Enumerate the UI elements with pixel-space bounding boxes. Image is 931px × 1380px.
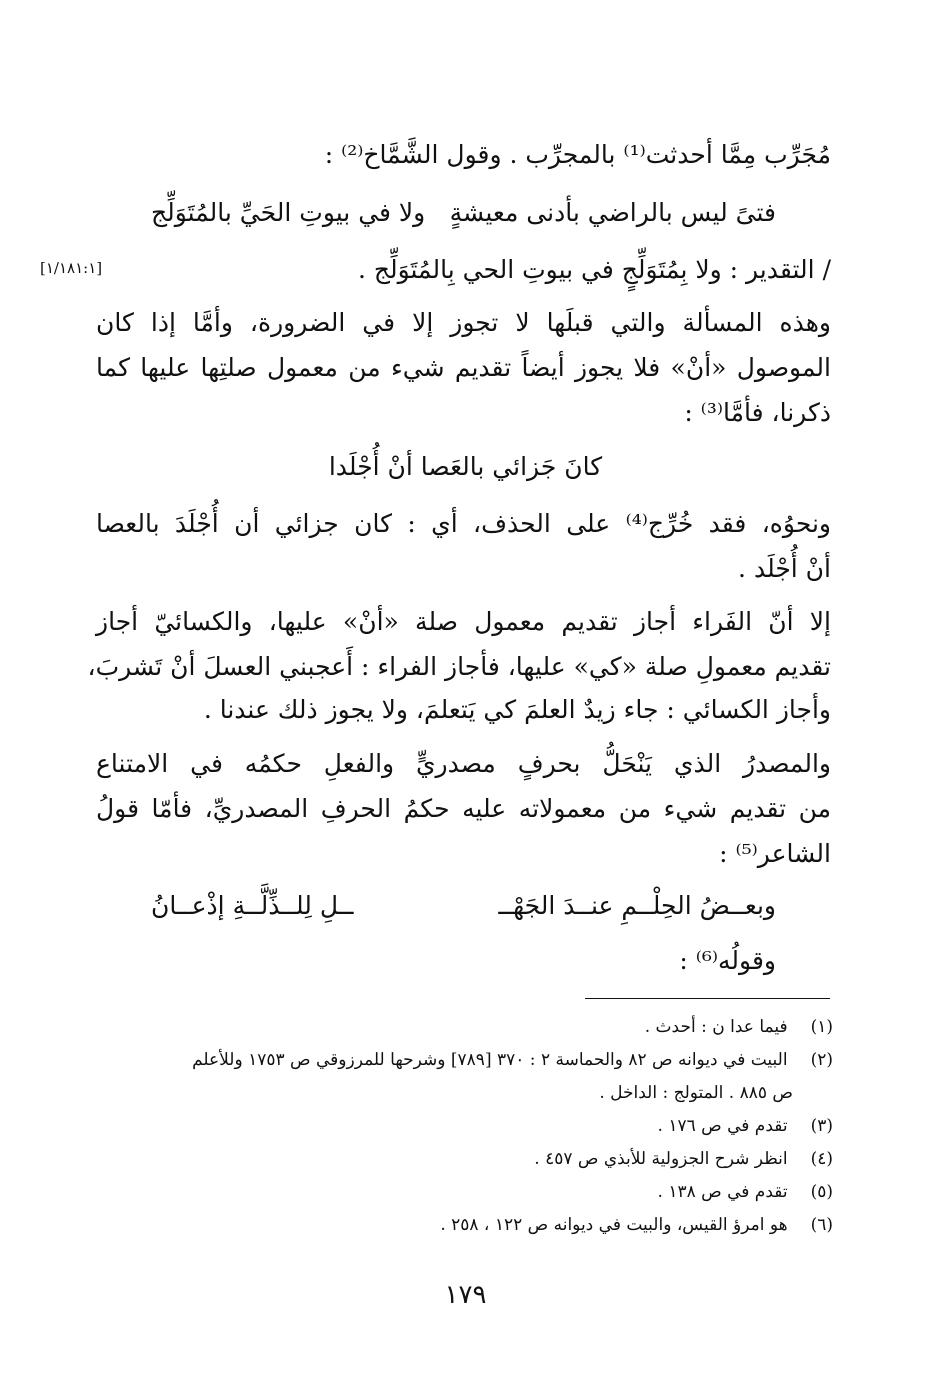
footnote-number: (٣) <box>810 1116 833 1136</box>
footnote-number: (١) <box>810 1017 833 1037</box>
footnote-4 <box>88 1144 833 1174</box>
footnote-2-continuation <box>48 1078 793 1108</box>
footnote-separator <box>585 998 830 999</box>
footnote-text: تقدم في ص ١٣٨ . <box>657 1182 788 1202</box>
footnote-2 <box>88 1045 833 1075</box>
footnote-text: البيت في ديوانه ص ٨٢ والحماسة ٢ : ٣٧٠ [٧٨٩] وشرحها للمرزوقي ص ١٧٥٣ وللأعلم <box>192 1050 788 1070</box>
text-line-8: إلا أنّ الفَراء أجاز تقديم معمول صلة «أنْ» عليها، والكسائيّ أجاز <box>96 607 831 636</box>
footnote-text: فيما عدا ن : أحدث . <box>644 1017 788 1037</box>
text-line-6: ونحوُه، فقد خُرِّج⁽⁴⁾ على الحذف، أي : كان جزائي أن أُجْلَدَ بالعصا <box>96 509 831 538</box>
footnote-text: انظر شرح الجزولية للأبذي ص ٤٥٧ . <box>534 1149 788 1169</box>
footnote-1 <box>88 1012 833 1042</box>
text-line-7: أنْ أُجْلَد . <box>738 554 831 583</box>
verse-1-first-hemistich: فتىً ليس بالراضي بأدنى معيشةٍ <box>449 198 776 227</box>
text-line-9: تقديم معمولِ صلة «كي» عليها، فأجاز الفراء : أَعجبني العسلَ أنْ تَشربَ، <box>87 652 831 681</box>
footnote-number: (٤) <box>810 1149 833 1169</box>
text-line-5: ذكرنا، فأمَّا⁽³⁾ : <box>684 398 831 427</box>
verse-1 <box>151 195 776 231</box>
footnote-5 <box>88 1177 833 1207</box>
footnote-3 <box>88 1111 833 1141</box>
page-number: ١٧٩ <box>444 1280 487 1310</box>
text-line-12: من تقديم شيء من معمولاته عليه حكمُ الحرفِ المصدريِّ، فأمّا قولُ <box>96 794 831 823</box>
text-line-10: وأجاز الكسائي : جاء زيدٌ العلمَ كي يَتعلمَ، ولا يجوز ذلك عندنا . <box>203 695 831 724</box>
footnote-6 <box>88 1210 833 1240</box>
text-line-14: وقولُه⁽⁶⁾ : <box>679 946 776 975</box>
text-line-11: والمصدرُ الذي يَنْحَلُّ بحرفٍ مصدريٍّ والفعلِ حكمُه في الامتناع <box>96 749 831 778</box>
margin-reference: [١/١٨١:١] <box>40 259 103 277</box>
footnote-text: تقدم في ص ١٧٦ . <box>657 1116 788 1136</box>
footnote-number: (٥) <box>810 1182 833 1202</box>
footnote-number: (٦) <box>810 1215 833 1235</box>
verse-3-second-hemistich: ــلِ لِلــذِّلَّــةِ إذْعــانُ <box>151 891 354 920</box>
text-line-2: / التقدير : ولا بِمُتَوَلِّجٍ في بيوتِ الحي بِالمُتَوَلِّج . <box>357 255 831 284</box>
footnote-text: ص ٨٨٥ . المتولج : الداخل . <box>599 1083 793 1103</box>
verse-2: كانَ جَزائي بالعَصا أنْ أُجْلَدا <box>328 452 603 481</box>
verse-3 <box>151 888 776 924</box>
footnote-number: (٢) <box>810 1050 833 1070</box>
text-line-3: وهذه المسألة والتي قبلَها لا تجوز إلا في الضرورة، وأمَّا إذا كان <box>96 308 831 337</box>
verse-3-first-hemistich: وبعــضُ الحِلْــمِ عنــدَ الجَهْــ <box>498 891 776 920</box>
text-line-1: مُجَرِّب مِمَّا أحدثت⁽¹⁾ بالمجرِّب . وقول الشَّمَّاخ⁽²⁾ : <box>324 140 831 169</box>
text-line-4: الموصول «أنْ» فلا يجوز أيضاً تقديم شيء من معمول صلتِها عليها كما <box>96 353 831 382</box>
footnote-text: هو امرؤ القيس، والبيت في ديوانه ص ١٢٢ ، ٢٥٨ . <box>440 1215 788 1235</box>
text-line-13: الشاعر⁽⁵⁾ : <box>719 839 831 868</box>
verse-1-second-hemistich: ولا في بيوتِ الحَيِّ بالمُتَوَلِّج <box>151 198 426 227</box>
